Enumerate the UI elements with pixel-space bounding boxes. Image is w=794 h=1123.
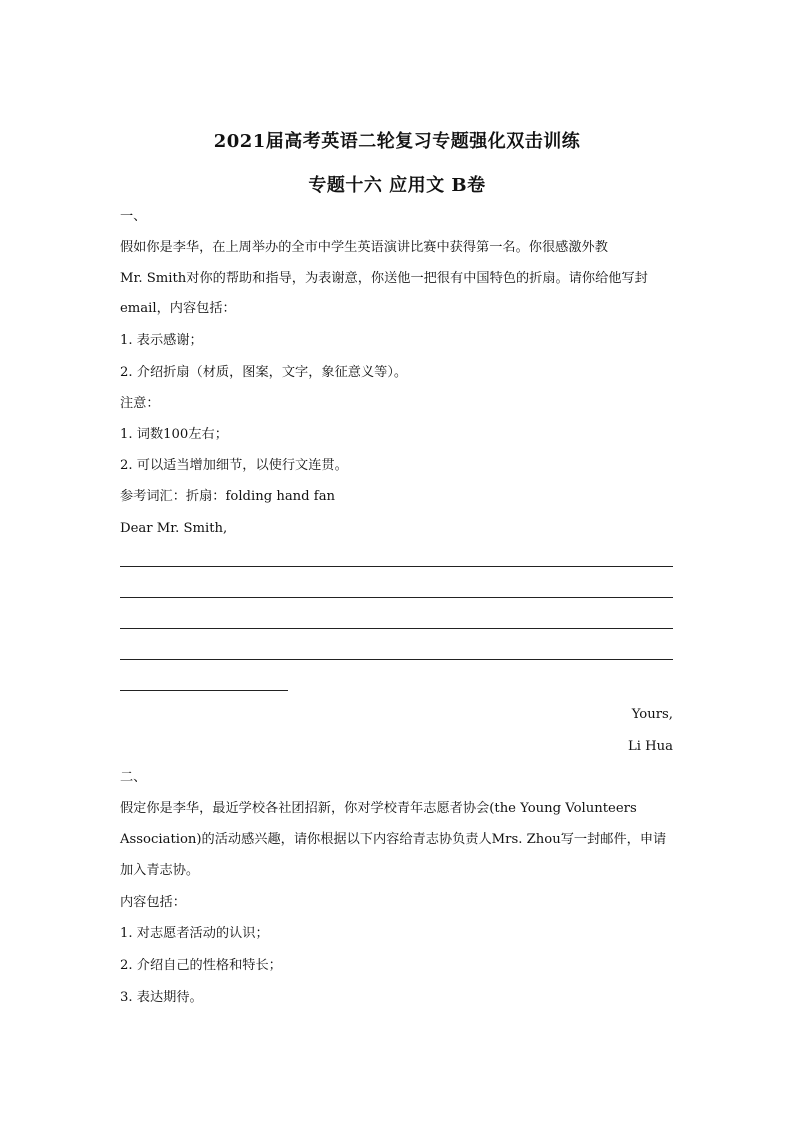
section-2-prompt-line-3: 加入青志协。	[120, 863, 200, 878]
letter-greeting: Dear Mr. Smith,	[120, 521, 228, 536]
section-1-note-2: 2. 可以适当增加细节，以使行文连贯。	[120, 458, 348, 473]
document-title: 2021届高考英语二轮复习专题强化双击训练	[213, 131, 581, 152]
section-2-point-2: 2. 介绍自己的性格和特长；	[120, 958, 282, 973]
document-subtitle: 专题十六 应用文 B卷	[308, 175, 486, 196]
section-2-point-1: 1. 对志愿者活动的认识；	[120, 926, 269, 941]
writing-line	[120, 628, 673, 629]
section-1-vocab: 参考词汇：折扇：folding hand fan	[120, 489, 336, 504]
writing-line	[120, 659, 673, 660]
letter-closing: Yours,	[631, 707, 673, 722]
section-2-prompt-line-1: 假定你是李华，最近学校各社团招新，你对学校青年志愿者协会(the Young Volunteers	[120, 801, 637, 816]
section-1-notes-title: 注意：	[120, 396, 160, 411]
section-1-note-1: 1. 词数100左右；	[120, 427, 228, 442]
section-2-content-title: 内容包括：	[120, 895, 186, 910]
section-1-point-1: 1. 表示感谢；	[120, 333, 203, 348]
writing-line	[120, 566, 673, 567]
section-1-prompt-line-2: Mr. Smith对你的帮助和指导，为表谢意，你送他一把很有中国特色的折扇。请你给他写封	[120, 271, 648, 286]
section-1-prompt-line-1: 假如你是李华，在上周举办的全市中学生英语演讲比赛中获得第一名。你很感激外教	[120, 240, 608, 255]
section-1-prompt-line-3: email，内容包括：	[120, 301, 236, 316]
writing-line	[120, 690, 288, 691]
section-2-number: 二、	[120, 770, 147, 785]
section-1-number: 一、	[120, 209, 147, 224]
letter-signature: Li Hua	[627, 739, 673, 754]
writing-line	[120, 597, 673, 598]
section-1-point-2: 2. 介绍折扇（材质，图案，文字，象征意义等）。	[120, 365, 408, 380]
section-2-point-3: 3. 表达期待。	[120, 990, 203, 1005]
section-2-prompt-line-2: Association)的活动感兴趣，请你根据以下内容给青志协负责人Mrs. Zhou写一封邮件，申请	[120, 832, 667, 847]
